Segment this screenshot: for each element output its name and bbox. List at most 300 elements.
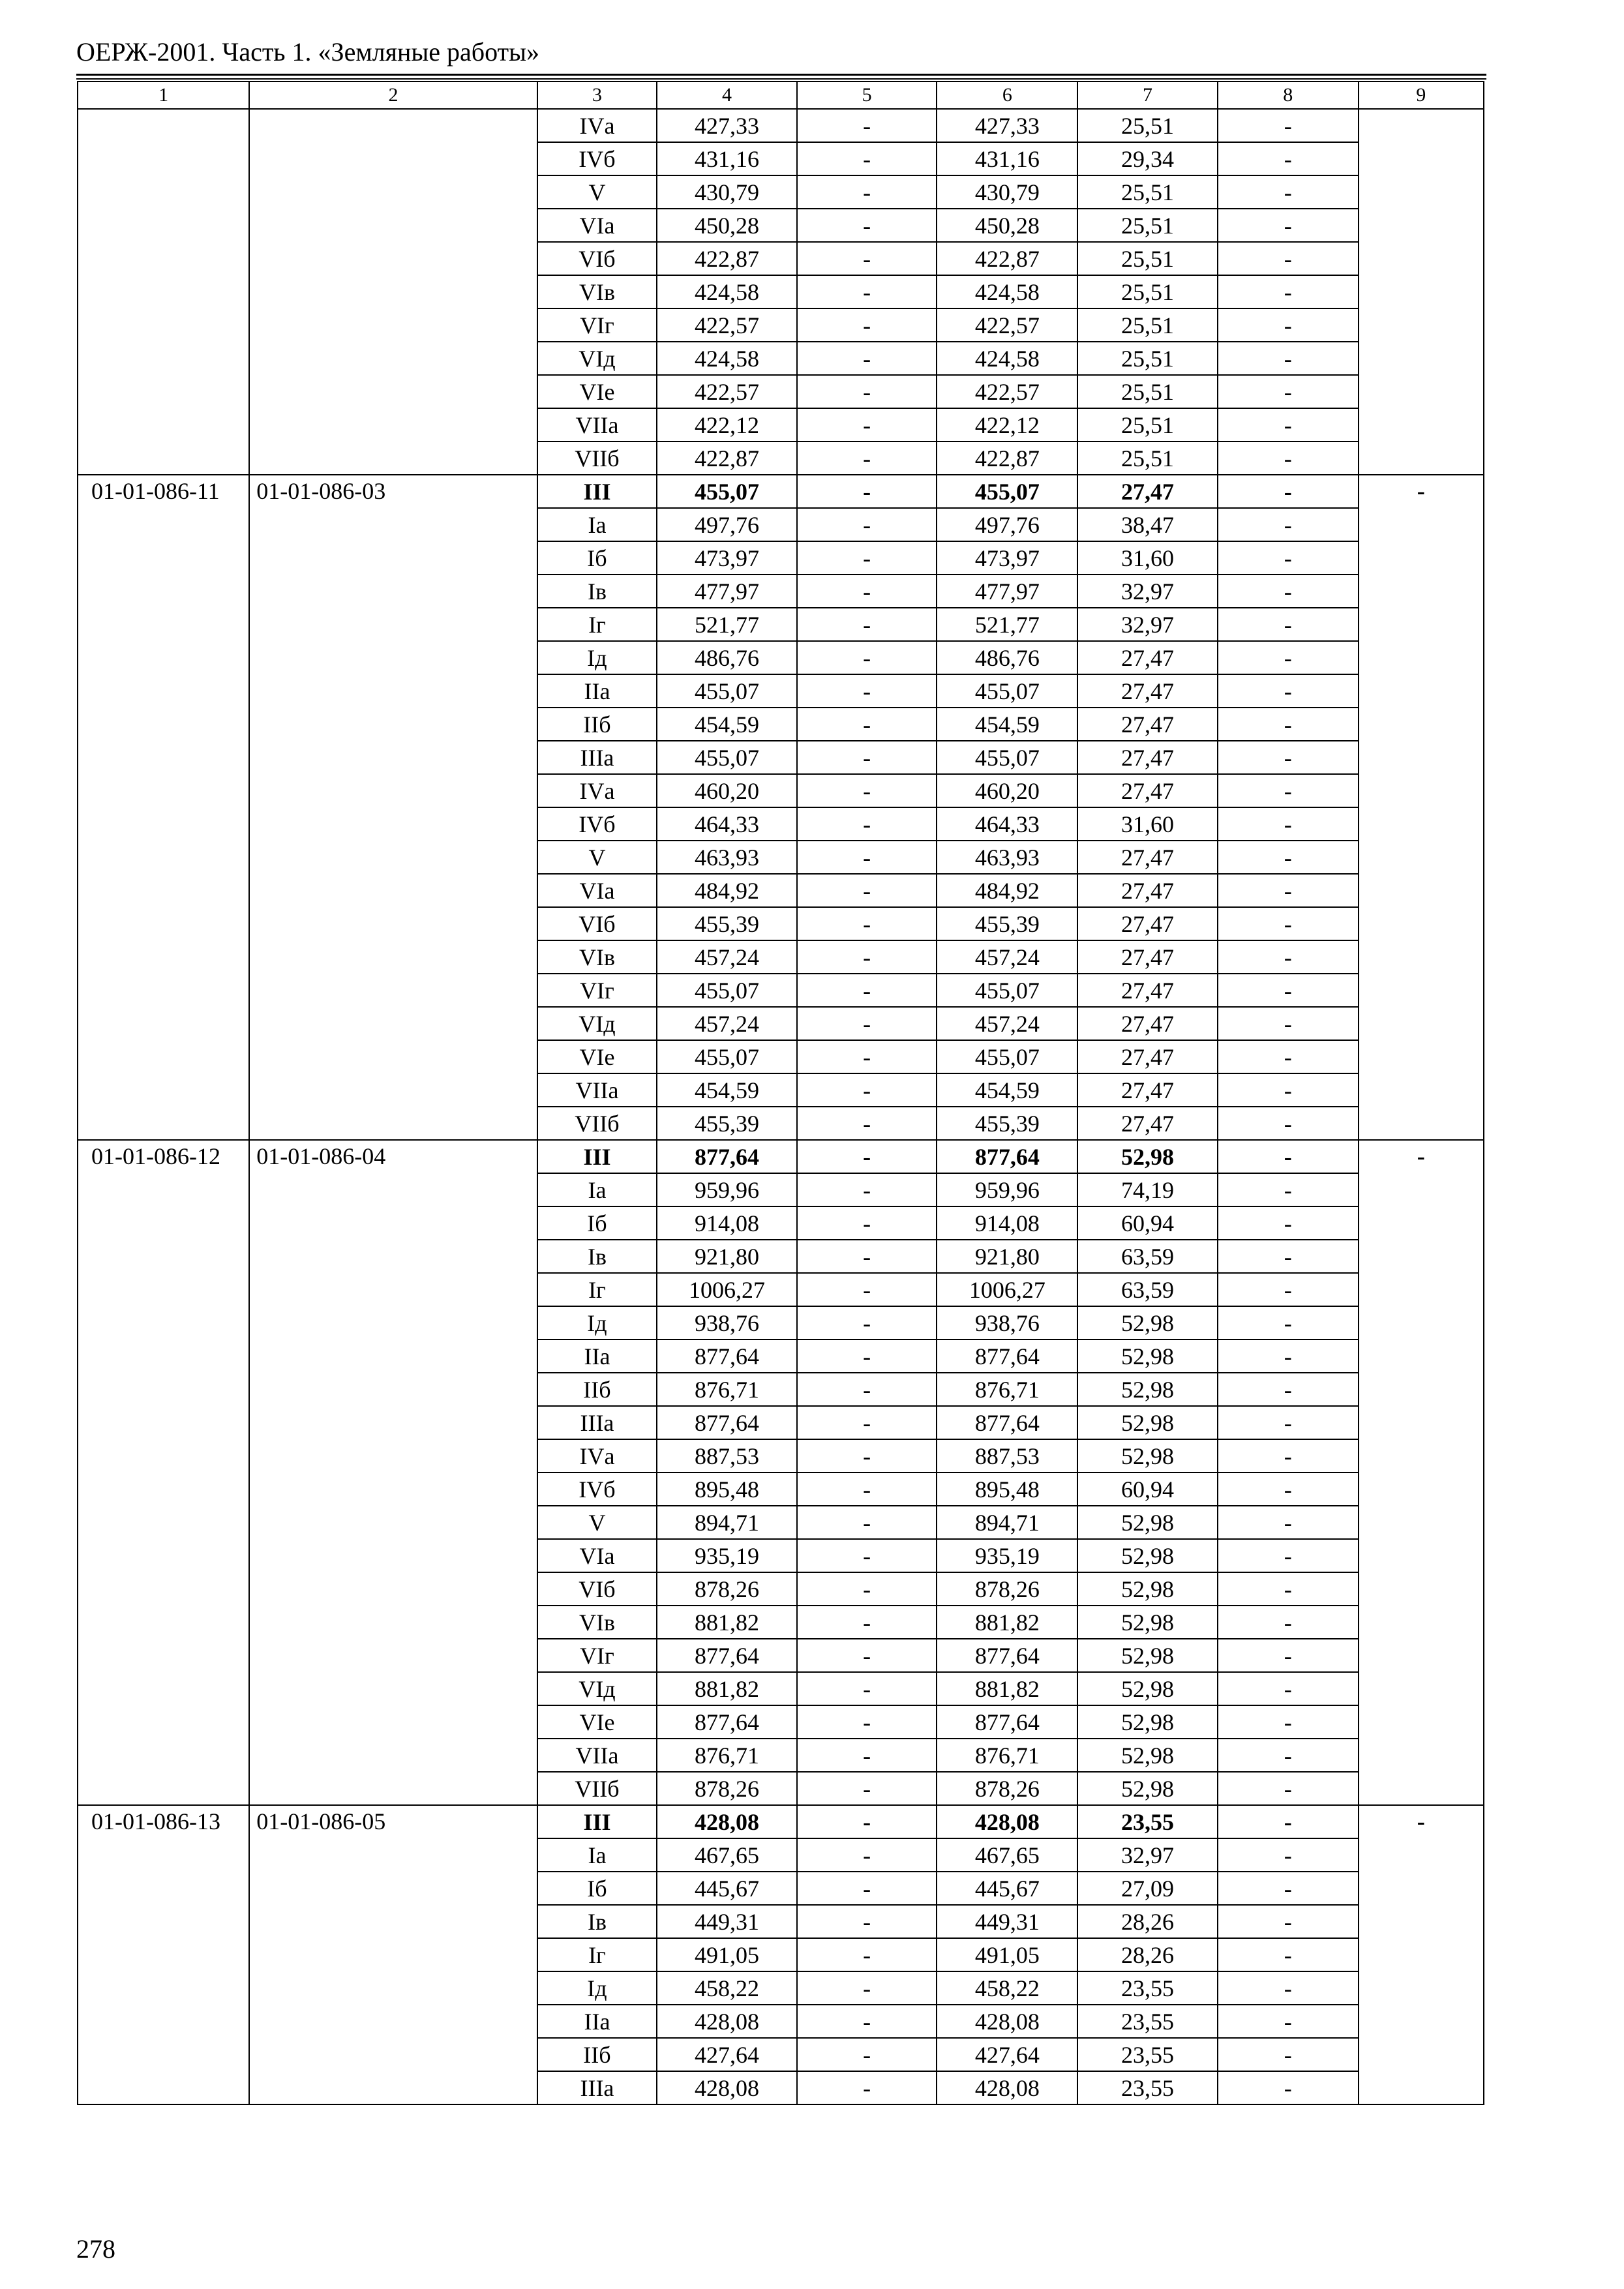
value-col8-cell: -: [1218, 1040, 1359, 1073]
rate-code-cell: 01-01-086-12: [78, 1140, 249, 1805]
value-col7-cell: 60,94: [1077, 1206, 1218, 1240]
value-col4-cell: 458,22: [657, 1971, 797, 2005]
column-number: 7: [1077, 82, 1218, 109]
soil-group-cell: IIа: [537, 1339, 657, 1373]
value-col5-cell: -: [797, 1473, 937, 1506]
value-col5-cell: -: [797, 1406, 937, 1439]
value-col7-cell: 27,47: [1077, 974, 1218, 1007]
value-col7-cell: 52,98: [1077, 1639, 1218, 1672]
value-col6-cell: 455,07: [937, 475, 1077, 508]
value-col4-cell: 876,71: [657, 1739, 797, 1772]
value-col6-cell: 455,07: [937, 741, 1077, 774]
value-col5-cell: -: [797, 940, 937, 974]
value-col7-cell: 60,94: [1077, 1473, 1218, 1506]
value-col7-cell: 25,51: [1077, 109, 1218, 142]
value-col4-cell: 428,08: [657, 1805, 797, 1838]
table-row: [78, 1140, 1484, 1173]
value-col4-cell: 877,64: [657, 1140, 797, 1173]
soil-group-cell: Iг: [537, 1273, 657, 1306]
soil-group-cell: VIв: [537, 1606, 657, 1639]
value-col6-cell: 455,07: [937, 974, 1077, 1007]
soil-group-cell: IIIа: [537, 741, 657, 774]
soil-group-cell: VIе: [537, 1040, 657, 1073]
value-col8-cell: -: [1218, 1905, 1359, 1938]
value-col4-cell: 457,24: [657, 1007, 797, 1040]
rate-code-cell: [78, 109, 249, 475]
soil-group-cell: VIб: [537, 242, 657, 275]
value-col6-cell: 428,08: [937, 2005, 1077, 2038]
soil-group-cell: IVа: [537, 774, 657, 807]
soil-group-cell: VIе: [537, 1705, 657, 1739]
column-number-row: [78, 82, 1484, 109]
value-col5-cell: -: [797, 907, 937, 940]
soil-group-cell: IVб: [537, 142, 657, 175]
value-col7-cell: 27,47: [1077, 1073, 1218, 1107]
value-col4-cell: 486,76: [657, 641, 797, 674]
soil-group-cell: VIIа: [537, 408, 657, 441]
value-col7-cell: 27,47: [1077, 1107, 1218, 1140]
soil-group-cell: VIа: [537, 209, 657, 242]
value-col8-cell: -: [1218, 242, 1359, 275]
soil-group-cell: VIб: [537, 1572, 657, 1606]
value-col5-cell: -: [797, 1439, 937, 1473]
value-col7-cell: 27,47: [1077, 708, 1218, 741]
value-col6-cell: 454,59: [937, 1073, 1077, 1107]
value-col6-cell: 877,64: [937, 1639, 1077, 1672]
soil-group-cell: VIа: [537, 874, 657, 907]
soil-group-cell: III: [537, 1805, 657, 1838]
value-col9-cell: -: [1359, 1140, 1484, 1805]
value-col8-cell: -: [1218, 974, 1359, 1007]
value-col7-cell: 32,97: [1077, 608, 1218, 641]
value-col7-cell: 31,60: [1077, 807, 1218, 841]
value-col7-cell: 27,47: [1077, 674, 1218, 708]
value-col8-cell: -: [1218, 1938, 1359, 1971]
value-col4-cell: 894,71: [657, 1506, 797, 1539]
value-col4-cell: 877,64: [657, 1339, 797, 1373]
value-col6-cell: 914,08: [937, 1206, 1077, 1240]
value-col7-cell: 27,47: [1077, 475, 1218, 508]
value-col5-cell: -: [797, 674, 937, 708]
value-col7-cell: 28,26: [1077, 1938, 1218, 1971]
value-col6-cell: 428,08: [937, 1805, 1077, 1838]
value-col5-cell: -: [797, 1506, 937, 1539]
value-col7-cell: 63,59: [1077, 1240, 1218, 1273]
value-col5-cell: -: [797, 1739, 937, 1772]
value-col6-cell: 455,39: [937, 1107, 1077, 1140]
value-col4-cell: 878,26: [657, 1772, 797, 1805]
value-col4-cell: 424,58: [657, 275, 797, 308]
value-col8-cell: -: [1218, 641, 1359, 674]
soil-group-cell: Iд: [537, 1306, 657, 1339]
value-col4-cell: 914,08: [657, 1206, 797, 1240]
value-col7-cell: 52,98: [1077, 1140, 1218, 1173]
value-col4-cell: 455,07: [657, 974, 797, 1007]
value-col5-cell: -: [797, 408, 937, 441]
value-col8-cell: -: [1218, 275, 1359, 308]
soil-group-cell: VIIб: [537, 441, 657, 475]
value-col6-cell: 877,64: [937, 1406, 1077, 1439]
value-col5-cell: -: [797, 1306, 937, 1339]
value-col5-cell: -: [797, 209, 937, 242]
soil-group-cell: VIIб: [537, 1107, 657, 1140]
value-col5-cell: -: [797, 1805, 937, 1838]
value-col5-cell: -: [797, 1971, 937, 2005]
soil-group-cell: VIд: [537, 342, 657, 375]
value-col8-cell: -: [1218, 475, 1359, 508]
page-header-title: ОЕРЖ-2001. Часть 1. «Земляные работы»: [76, 37, 539, 67]
value-col6-cell: 521,77: [937, 608, 1077, 641]
value-col4-cell: 473,97: [657, 541, 797, 575]
soil-group-cell: IIб: [537, 708, 657, 741]
value-col7-cell: 23,55: [1077, 2038, 1218, 2071]
value-col9-cell: -: [1359, 475, 1484, 1140]
value-col7-cell: 25,51: [1077, 209, 1218, 242]
value-col7-cell: 28,26: [1077, 1905, 1218, 1938]
value-col8-cell: -: [1218, 874, 1359, 907]
column-number: 5: [797, 82, 937, 109]
value-col6-cell: 877,64: [937, 1339, 1077, 1373]
value-col8-cell: -: [1218, 308, 1359, 342]
value-col5-cell: -: [797, 575, 937, 608]
value-col6-cell: 427,64: [937, 2038, 1077, 2071]
value-col5-cell: -: [797, 1240, 937, 1273]
soil-group-cell: IVб: [537, 807, 657, 841]
value-col7-cell: 32,97: [1077, 1838, 1218, 1872]
header-rule-double: [76, 78, 1486, 80]
value-col7-cell: 27,47: [1077, 1007, 1218, 1040]
soil-group-cell: VIв: [537, 275, 657, 308]
value-col5-cell: -: [797, 841, 937, 874]
value-col8-cell: -: [1218, 907, 1359, 940]
value-col4-cell: 877,64: [657, 1639, 797, 1672]
soil-group-cell: Iв: [537, 575, 657, 608]
soil-group-cell: Iв: [537, 1905, 657, 1938]
value-col4-cell: 484,92: [657, 874, 797, 907]
value-col4-cell: 445,67: [657, 1872, 797, 1905]
base-rate-code-cell: [249, 109, 537, 475]
value-col6-cell: 477,97: [937, 575, 1077, 608]
value-col5-cell: -: [797, 2071, 937, 2104]
page-number: 278: [76, 2234, 115, 2264]
value-col8-cell: -: [1218, 175, 1359, 209]
value-col7-cell: 27,09: [1077, 1872, 1218, 1905]
value-col5-cell: -: [797, 109, 937, 142]
value-col4-cell: 455,07: [657, 741, 797, 774]
value-col6-cell: 959,96: [937, 1173, 1077, 1206]
value-col8-cell: -: [1218, 807, 1359, 841]
value-col4-cell: 887,53: [657, 1439, 797, 1473]
value-col8-cell: -: [1218, 940, 1359, 974]
value-col4-cell: 935,19: [657, 1539, 797, 1572]
value-col7-cell: 52,98: [1077, 1739, 1218, 1772]
value-col9-cell: -: [1359, 1805, 1484, 2104]
column-number: 2: [249, 82, 537, 109]
value-col8-cell: -: [1218, 1107, 1359, 1140]
value-col8-cell: -: [1218, 1306, 1359, 1339]
value-col5-cell: -: [797, 275, 937, 308]
value-col8-cell: -: [1218, 2038, 1359, 2071]
value-col6-cell: 455,39: [937, 907, 1077, 940]
value-col4-cell: 477,97: [657, 575, 797, 608]
value-col5-cell: -: [797, 1173, 937, 1206]
soil-group-cell: Iа: [537, 1838, 657, 1872]
soil-group-cell: IIа: [537, 2005, 657, 2038]
value-col7-cell: 52,98: [1077, 1672, 1218, 1705]
value-col6-cell: 491,05: [937, 1938, 1077, 1971]
value-col8-cell: -: [1218, 1439, 1359, 1473]
value-col8-cell: -: [1218, 1805, 1359, 1838]
table-row: [78, 109, 1484, 142]
value-col8-cell: -: [1218, 575, 1359, 608]
soil-group-cell: III: [537, 475, 657, 508]
value-col7-cell: 52,98: [1077, 1406, 1218, 1439]
soil-group-cell: Iв: [537, 1240, 657, 1273]
value-col8-cell: -: [1218, 1473, 1359, 1506]
value-col7-cell: 52,98: [1077, 1373, 1218, 1406]
value-col6-cell: 497,76: [937, 508, 1077, 541]
value-col6-cell: 467,65: [937, 1838, 1077, 1872]
value-col7-cell: 25,51: [1077, 175, 1218, 209]
soil-group-cell: IIб: [537, 2038, 657, 2071]
soil-group-cell: VIе: [537, 375, 657, 408]
value-col6-cell: 486,76: [937, 641, 1077, 674]
value-col8-cell: -: [1218, 142, 1359, 175]
value-col6-cell: 455,07: [937, 674, 1077, 708]
value-col6-cell: 422,57: [937, 375, 1077, 408]
value-col5-cell: -: [797, 1838, 937, 1872]
value-col8-cell: -: [1218, 1206, 1359, 1240]
value-col8-cell: -: [1218, 1539, 1359, 1572]
soil-group-cell: Iб: [537, 1872, 657, 1905]
value-col4-cell: 491,05: [657, 1938, 797, 1971]
value-col7-cell: 23,55: [1077, 1805, 1218, 1838]
value-col4-cell: 422,57: [657, 308, 797, 342]
value-col7-cell: 32,97: [1077, 575, 1218, 608]
value-col4-cell: 422,87: [657, 441, 797, 475]
value-col5-cell: -: [797, 974, 937, 1007]
value-col4-cell: 454,59: [657, 708, 797, 741]
base-rate-code-cell: 01-01-086-04: [249, 1140, 537, 1805]
value-col4-cell: 455,39: [657, 907, 797, 940]
value-col7-cell: 52,98: [1077, 1572, 1218, 1606]
value-col5-cell: -: [797, 1073, 937, 1107]
soil-group-cell: IVб: [537, 1473, 657, 1506]
soil-group-cell: Iа: [537, 508, 657, 541]
value-col6-cell: 921,80: [937, 1240, 1077, 1273]
column-number: 9: [1359, 82, 1484, 109]
value-col4-cell: 457,24: [657, 940, 797, 974]
value-col6-cell: 455,07: [937, 1040, 1077, 1073]
value-col8-cell: -: [1218, 1872, 1359, 1905]
value-col6-cell: 422,87: [937, 441, 1077, 475]
value-col7-cell: 25,51: [1077, 242, 1218, 275]
value-col5-cell: -: [797, 375, 937, 408]
value-col6-cell: 431,16: [937, 142, 1077, 175]
value-col6-cell: 473,97: [937, 541, 1077, 575]
value-col4-cell: 454,59: [657, 1073, 797, 1107]
value-col4-cell: 455,07: [657, 475, 797, 508]
value-col4-cell: 422,87: [657, 242, 797, 275]
value-col7-cell: 52,98: [1077, 1339, 1218, 1373]
value-col8-cell: -: [1218, 1140, 1359, 1173]
soil-group-cell: VIIа: [537, 1739, 657, 1772]
soil-group-cell: Iд: [537, 641, 657, 674]
soil-group-cell: VIа: [537, 1539, 657, 1572]
value-col4-cell: 430,79: [657, 175, 797, 209]
value-col4-cell: 424,58: [657, 342, 797, 375]
value-col7-cell: 27,47: [1077, 741, 1218, 774]
value-col8-cell: -: [1218, 209, 1359, 242]
value-col6-cell: 878,26: [937, 1772, 1077, 1805]
soil-group-cell: VIб: [537, 907, 657, 940]
value-col4-cell: 449,31: [657, 1905, 797, 1938]
value-col6-cell: 935,19: [937, 1539, 1077, 1572]
value-col4-cell: 428,08: [657, 2005, 797, 2038]
value-col4-cell: 876,71: [657, 1373, 797, 1406]
value-col6-cell: 457,24: [937, 1007, 1077, 1040]
soil-group-cell: V: [537, 175, 657, 209]
soil-group-cell: Iг: [537, 1938, 657, 1971]
value-col6-cell: 894,71: [937, 1506, 1077, 1539]
value-col4-cell: 467,65: [657, 1838, 797, 1872]
value-col8-cell: -: [1218, 109, 1359, 142]
value-col8-cell: -: [1218, 1606, 1359, 1639]
soil-group-cell: Iб: [537, 1206, 657, 1240]
value-col5-cell: -: [797, 1705, 937, 1739]
value-col4-cell: 878,26: [657, 1572, 797, 1606]
value-col5-cell: -: [797, 874, 937, 907]
value-col4-cell: 427,33: [657, 109, 797, 142]
value-col8-cell: -: [1218, 1073, 1359, 1107]
soil-group-cell: VIд: [537, 1672, 657, 1705]
column-number: 3: [537, 82, 657, 109]
value-col4-cell: 450,28: [657, 209, 797, 242]
soil-group-cell: IIб: [537, 1373, 657, 1406]
value-col7-cell: 23,55: [1077, 2005, 1218, 2038]
value-col8-cell: -: [1218, 608, 1359, 641]
soil-group-cell: IVа: [537, 1439, 657, 1473]
value-col5-cell: -: [797, 475, 937, 508]
column-number: 1: [78, 82, 249, 109]
value-col8-cell: -: [1218, 1838, 1359, 1872]
value-col7-cell: 27,47: [1077, 874, 1218, 907]
soil-group-cell: VIIб: [537, 1772, 657, 1805]
value-col7-cell: 31,60: [1077, 541, 1218, 575]
value-col7-cell: 29,34: [1077, 142, 1218, 175]
value-col7-cell: 52,98: [1077, 1506, 1218, 1539]
value-col8-cell: -: [1218, 841, 1359, 874]
value-col6-cell: 424,58: [937, 275, 1077, 308]
value-col5-cell: -: [797, 641, 937, 674]
value-col5-cell: -: [797, 708, 937, 741]
value-col6-cell: 876,71: [937, 1373, 1077, 1406]
value-col8-cell: -: [1218, 774, 1359, 807]
value-col4-cell: 938,76: [657, 1306, 797, 1339]
header-rule: [76, 74, 1486, 76]
value-col7-cell: 52,98: [1077, 1306, 1218, 1339]
value-col6-cell: 445,67: [937, 1872, 1077, 1905]
value-col8-cell: -: [1218, 1639, 1359, 1672]
value-col7-cell: 52,98: [1077, 1539, 1218, 1572]
value-col7-cell: 38,47: [1077, 508, 1218, 541]
value-col5-cell: -: [797, 1872, 937, 1905]
value-col6-cell: 457,24: [937, 940, 1077, 974]
value-col5-cell: -: [797, 541, 937, 575]
value-col7-cell: 27,47: [1077, 1040, 1218, 1073]
value-col5-cell: -: [797, 342, 937, 375]
value-col4-cell: 959,96: [657, 1173, 797, 1206]
value-col4-cell: 455,07: [657, 674, 797, 708]
value-col5-cell: -: [797, 1206, 937, 1240]
value-col6-cell: 427,33: [937, 109, 1077, 142]
value-col5-cell: -: [797, 1539, 937, 1572]
value-col8-cell: -: [1218, 1406, 1359, 1439]
column-number: 6: [937, 82, 1077, 109]
value-col7-cell: 25,51: [1077, 375, 1218, 408]
soil-group-cell: V: [537, 841, 657, 874]
value-col7-cell: 25,51: [1077, 342, 1218, 375]
value-col5-cell: -: [797, 1140, 937, 1173]
value-col8-cell: -: [1218, 1373, 1359, 1406]
value-col8-cell: -: [1218, 408, 1359, 441]
value-col8-cell: -: [1218, 1572, 1359, 1606]
value-col8-cell: -: [1218, 342, 1359, 375]
table-row: [78, 475, 1484, 508]
base-rate-code-cell: 01-01-086-05: [249, 1805, 537, 2104]
value-col6-cell: 877,64: [937, 1140, 1077, 1173]
value-col5-cell: -: [797, 1040, 937, 1073]
rate-code-cell: 01-01-086-11: [78, 475, 249, 1140]
value-col7-cell: 27,47: [1077, 641, 1218, 674]
value-col6-cell: 895,48: [937, 1473, 1077, 1506]
soil-group-cell: V: [537, 1506, 657, 1539]
value-col5-cell: -: [797, 1572, 937, 1606]
soil-group-cell: IIа: [537, 674, 657, 708]
value-col6-cell: 430,79: [937, 175, 1077, 209]
value-col6-cell: 878,26: [937, 1572, 1077, 1606]
value-col8-cell: -: [1218, 1772, 1359, 1805]
value-col5-cell: -: [797, 1639, 937, 1672]
value-col8-cell: -: [1218, 441, 1359, 475]
value-col4-cell: 881,82: [657, 1606, 797, 1639]
value-col5-cell: -: [797, 2005, 937, 2038]
rate-code-cell: 01-01-086-13: [78, 1805, 249, 2104]
value-col8-cell: -: [1218, 1705, 1359, 1739]
value-col7-cell: 27,47: [1077, 907, 1218, 940]
soil-group-cell: IIIа: [537, 2071, 657, 2104]
soil-group-cell: IVа: [537, 109, 657, 142]
value-col6-cell: 450,28: [937, 209, 1077, 242]
value-col6-cell: 422,87: [937, 242, 1077, 275]
value-col4-cell: 463,93: [657, 841, 797, 874]
soil-group-cell: VIIа: [537, 1073, 657, 1107]
value-col8-cell: -: [1218, 741, 1359, 774]
value-col8-cell: -: [1218, 1007, 1359, 1040]
soil-group-cell: Iд: [537, 1971, 657, 2005]
value-col8-cell: -: [1218, 1273, 1359, 1306]
value-col6-cell: 881,82: [937, 1606, 1077, 1639]
value-col5-cell: -: [797, 608, 937, 641]
value-col8-cell: -: [1218, 2005, 1359, 2038]
value-col6-cell: 938,76: [937, 1306, 1077, 1339]
value-col5-cell: -: [797, 774, 937, 807]
value-col6-cell: 887,53: [937, 1439, 1077, 1473]
value-col7-cell: 52,98: [1077, 1772, 1218, 1805]
value-col7-cell: 25,51: [1077, 441, 1218, 475]
soil-group-cell: VIг: [537, 308, 657, 342]
soil-group-cell: VIг: [537, 1639, 657, 1672]
